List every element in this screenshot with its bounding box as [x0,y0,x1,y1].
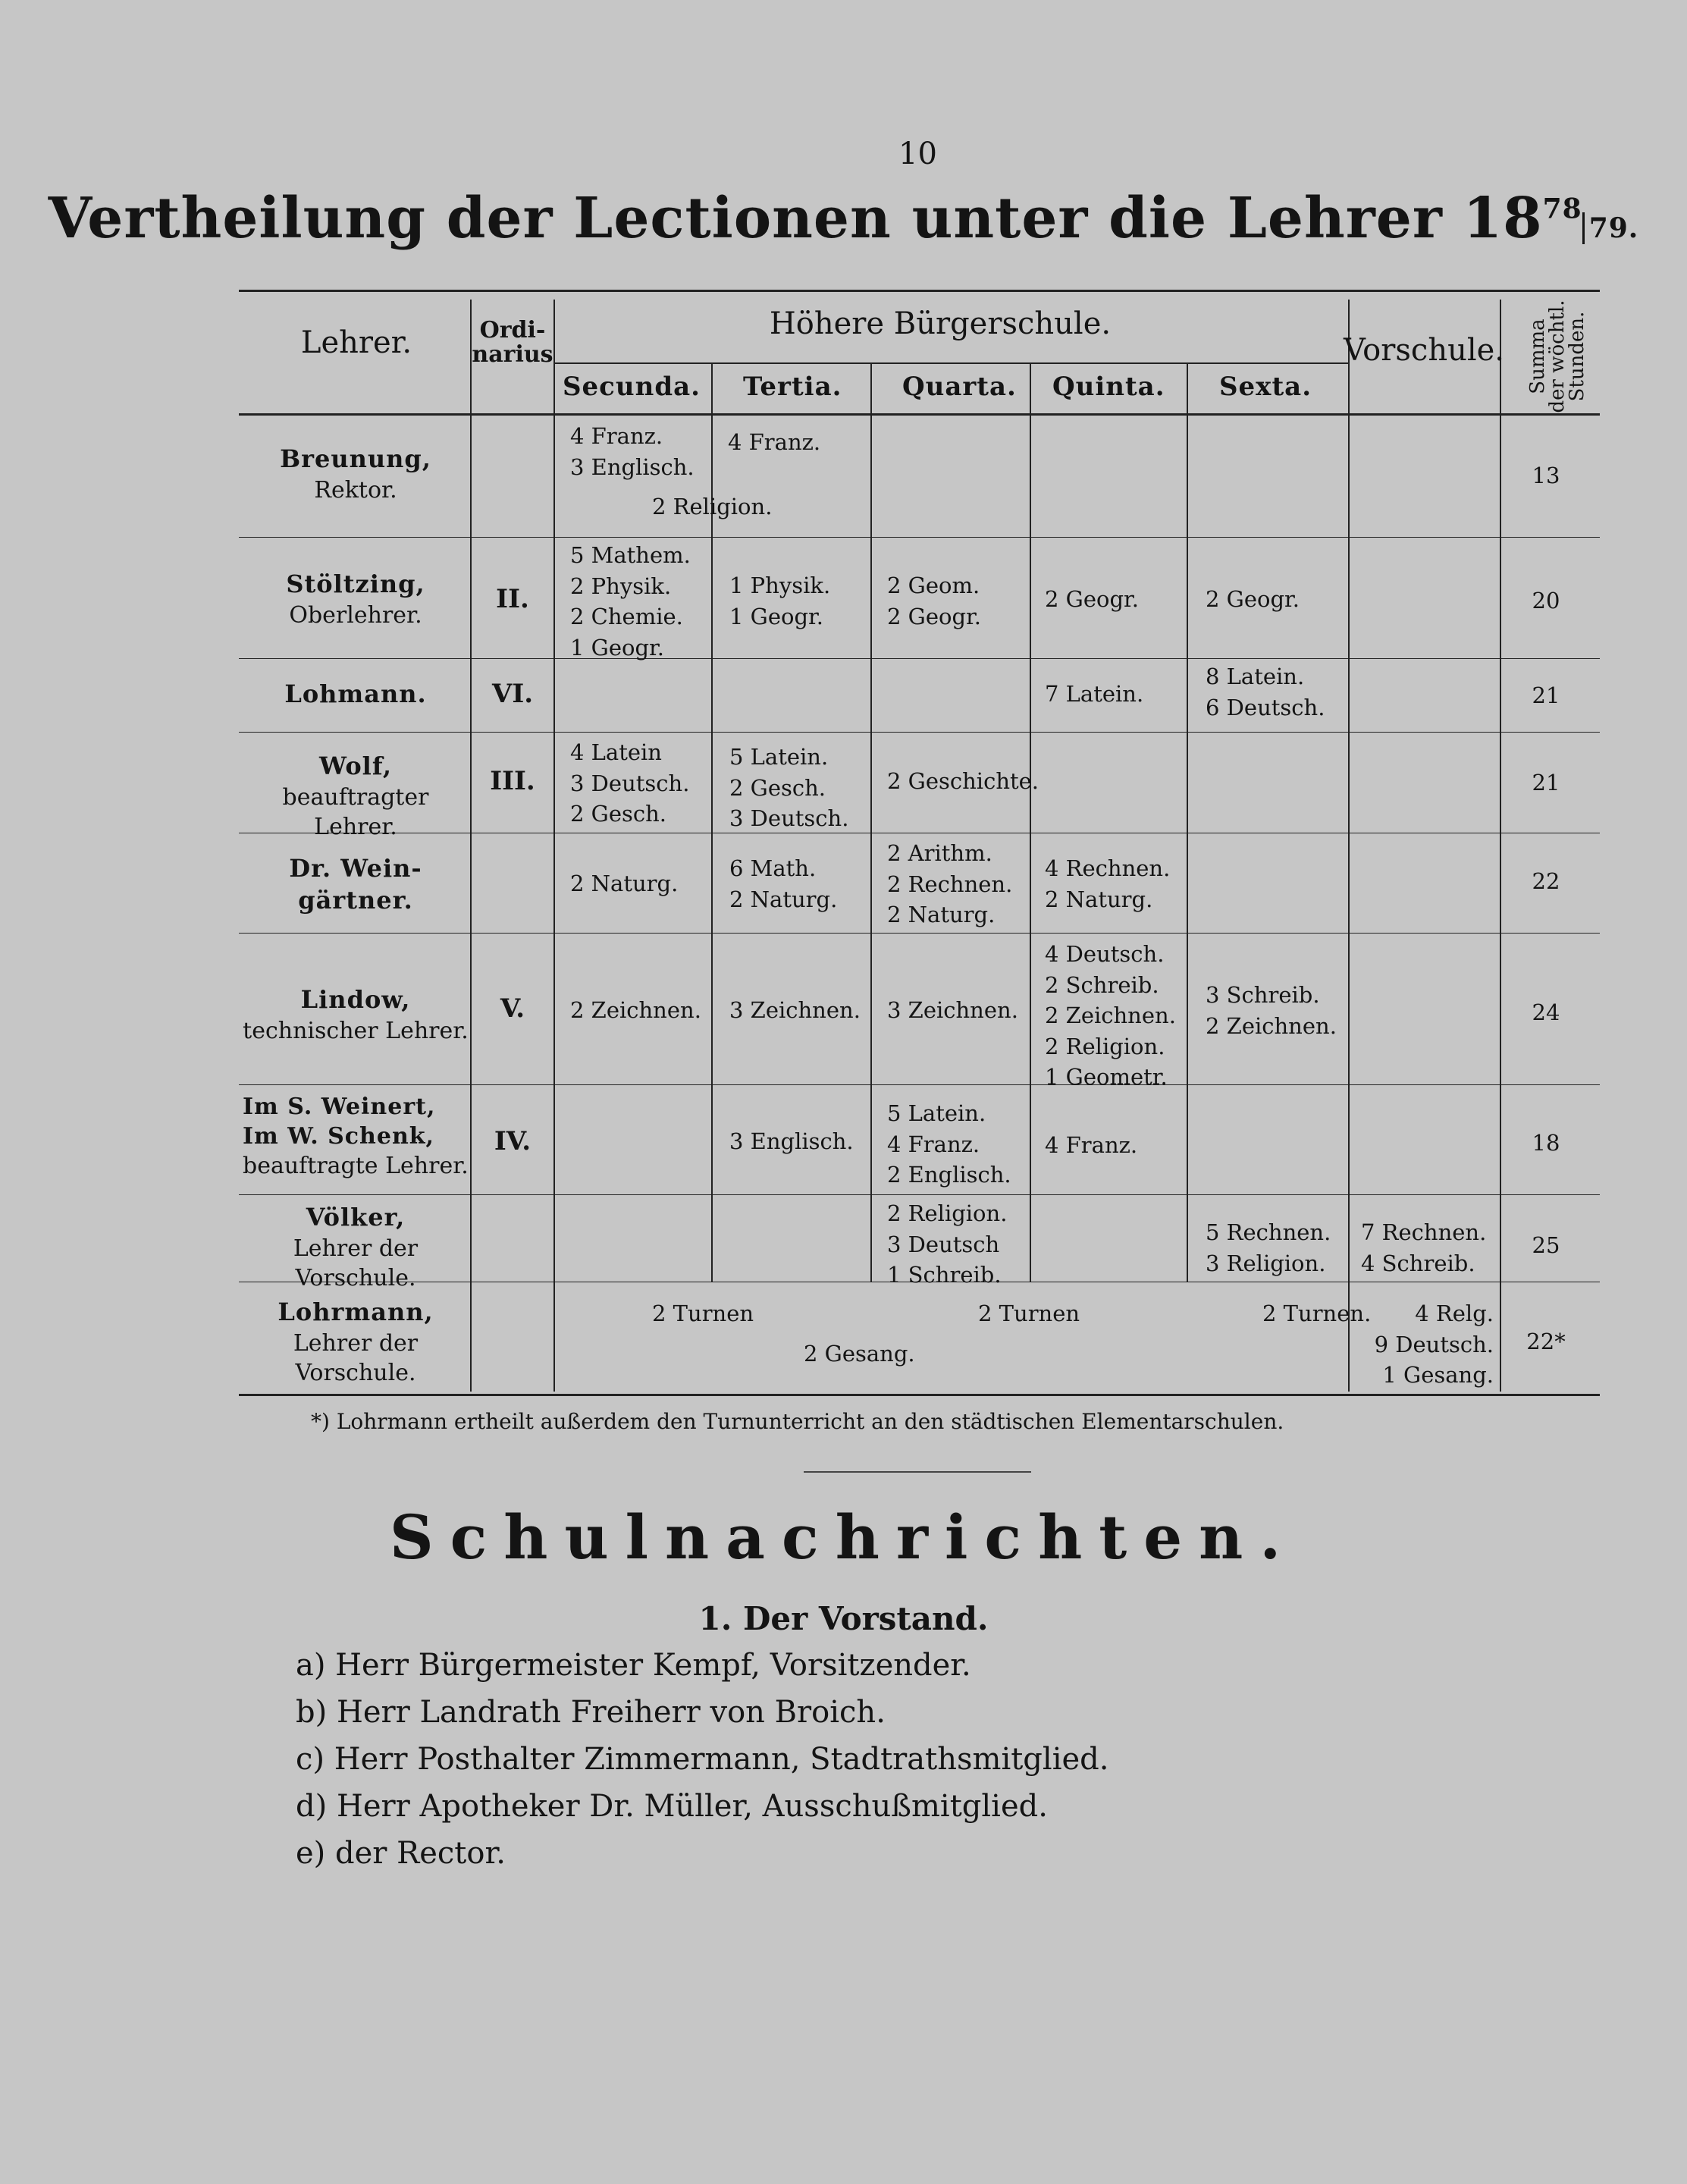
cell-secunda: 4 Franz. 3 Englisch. [570,423,695,480]
cell-ordinarius: IV. [494,1126,531,1156]
cell-quinta: 2 Geogr. [1045,586,1139,612]
cell-ordinarius: II. [496,584,529,614]
row-rule [239,658,1600,659]
teacher-name: Lohmann. [284,679,427,708]
cell-turnen: 2 Turnen. [1262,1301,1372,1326]
vline-sexta [1348,300,1350,1392]
header-sexta: Sexta. [1219,372,1312,402]
cell-sum: 22 [1532,868,1560,894]
cell-quarta: 3 Zeichnen. [887,997,1018,1023]
list-item [296,1783,1109,1830]
section-subtitle: 1. Der Vorstand. [698,1600,989,1637]
cell-vorschule: 7 Rechnen. 4 Schreib. [1361,1219,1487,1276]
cell-sum: 22* [1526,1329,1566,1354]
cell-sum: 25 [1532,1232,1560,1258]
vline-ordinarius [553,300,555,1392]
item-text: Herr Posthalter Zimmermann, Stadtrathsmitglied. [334,1742,1109,1777]
vline-quinta [1187,364,1188,1282]
vline-teacher [470,300,472,1392]
cell-gesang: 2 Gesang. [804,1341,915,1367]
teacher-cell [243,444,469,505]
teacher-role: Lehrer der Vorschule. [293,1235,419,1291]
teacher-name: Stöltzing, [286,570,425,598]
teacher-name: Im S. Weinert, Im W. Schenk, [243,1094,436,1150]
row-rule [239,1084,1600,1085]
list-item [296,1642,1109,1689]
table-header-rule [239,413,1600,416]
cell-ordinarius: VI. [491,679,534,709]
cell-tertia: 6 Math. 2 Naturg. [729,855,838,912]
cell-sum: 20 [1532,588,1560,613]
cell-secunda: 2 Naturg. [570,871,679,896]
title-main: Vertheilung der Lectionen unter die Lehrer 18 [48,186,1543,251]
header-teacher: Lehrer. [300,325,412,360]
teacher-name: Wolf, [318,752,393,780]
teacher-cell [243,751,469,842]
cell-tertia: 5 Latein. 2 Gesch. 3 Deutsch. [729,744,849,832]
table-bottom-rule [239,1394,1600,1396]
divider [804,1471,1031,1473]
teacher-cell [243,569,469,630]
cell-quinta: 4 Rechnen. 2 Naturg. [1045,855,1171,912]
cell-quarta: 2 Religion. 3 Deutsch 1 Schreib. [887,1200,1008,1288]
teacher-name: Dr. Wein- gärtner. [289,854,422,915]
list-item [296,1736,1109,1783]
teacher-name: Lohrmann, [278,1298,434,1326]
row-rule [239,537,1600,538]
item-label: d) [296,1789,328,1824]
cell-tertia: 1 Physik. 1 Geogr. [729,573,831,629]
teacher-cell [243,1202,469,1293]
item-label: e) [296,1836,326,1871]
teacher-role: beauftragte Lehrer. [243,1153,469,1179]
cell-sum: 21 [1532,682,1560,708]
header-sum: Summa der wöchtl. Stunden. [1526,300,1588,413]
header-group: Höhere Bürgerschule. [769,306,1112,341]
list-item [296,1830,1109,1877]
cell-ordinarius: V. [500,993,525,1024]
cell-quarta: 2 Arithm. 2 Rechnen. 2 Naturg. [887,840,1013,928]
cell-quarta: 5 Latein. 4 Franz. 2 Englisch. [887,1100,1011,1188]
page-title [0,186,1687,251]
item-label: b) [296,1695,328,1730]
group-header-rule [553,362,1350,364]
vline-quarta [1030,364,1031,1282]
teacher-role: Lehrer der Vorschule. [293,1329,419,1386]
cell-sexta: 3 Schreib. 2 Zeichnen. [1206,982,1337,1039]
list-item [296,1689,1109,1736]
cell-turnen: 2 Turnen [978,1301,1080,1326]
cell-sum: 24 [1532,999,1560,1025]
cell-quinta: 7 Latein. [1045,681,1144,707]
item-text: der Rector. [335,1836,506,1871]
row-rule [239,1194,1600,1195]
footnote: *) Lohrmann ertheilt außerdem den Turnunterricht an den städtischen Elementarschulen. [311,1409,1284,1434]
cell-sum: 13 [1532,463,1560,488]
cell-sexta: 8 Latein. 6 Deutsch. [1206,664,1325,720]
cell-turnen: 2 Turnen [652,1301,754,1326]
teacher-name: Breunung, [280,444,431,473]
section-title: Schulnachrichten. [389,1502,1298,1573]
cell-secunda: 2 Zeichnen. [570,997,701,1023]
teacher-name: Völker, [306,1203,406,1232]
vline-tertia [870,364,872,1282]
teacher-cell [243,984,469,1046]
row-rule [239,933,1600,934]
header-secunda: Secunda. [563,372,701,402]
teacher-name: Lindow, [300,985,411,1014]
teacher-role: Oberlehrer. [289,601,422,629]
cell-quarta: 2 Geom. 2 Geogr. [887,573,981,629]
cell-secunda: 4 Latein 3 Deutsch. 2 Gesch. [570,739,690,827]
title-year-sup: 78 [1542,193,1582,225]
cell-tertia: 4 Franz. [728,429,821,455]
page-number: 10 [898,136,937,171]
cell-quarta: 2 Geschichte. [887,768,1039,794]
cell-vorschule: 4 Relg. 9 Deutsch. 1 Gesang. [1374,1301,1494,1389]
item-text: Herr Bürgermeister Kempf, Vorsitzender. [335,1648,971,1683]
vline-vorschule [1500,300,1501,1392]
teacher-cell [243,1092,469,1181]
teacher-role: beauftragter Lehrer. [282,783,429,840]
header-quarta: Quarta. [902,372,1017,402]
header-vorschule: Vorschule. [1343,333,1505,368]
cell-span: 2 Religion. [652,494,773,519]
teacher-role: technischer Lehrer. [243,1017,469,1044]
item-label: a) [296,1648,326,1683]
table-top-rule [239,290,1600,292]
cell-sum: 18 [1532,1130,1560,1156]
cell-sexta: 2 Geogr. [1206,586,1300,612]
item-text: Herr Landrath Freiherr von Broich. [336,1695,886,1730]
teacher-cell [243,853,469,916]
board-list [296,1642,1109,1877]
cell-sum: 21 [1532,770,1560,795]
row-rule [239,732,1600,733]
vline-secunda-2 [711,796,713,1282]
item-text: Herr Apotheker Dr. Müller, Ausschußmitglied. [336,1789,1048,1824]
cell-quinta: 4 Franz. [1045,1132,1138,1158]
title-year-sub: 79. [1582,212,1639,244]
teacher-role: Rektor. [314,476,397,504]
teacher-cell [243,679,469,711]
cell-ordinarius: III. [490,766,535,796]
cell-sexta: 5 Rechnen. 3 Religion. [1206,1219,1331,1276]
header-tertia: Tertia. [743,372,842,402]
cell-tertia: 3 Zeichnen. [729,997,861,1023]
item-label: c) [296,1742,325,1777]
header-ordinarius: Ordi- narius [472,317,553,368]
cell-tertia: 3 Englisch. [729,1128,854,1154]
cell-quinta: 4 Deutsch. 2 Schreib. 2 Zeichnen. 2 Religion. 1 Geometr. [1045,941,1176,1090]
header-quinta: Quinta. [1052,372,1165,402]
teacher-cell [243,1297,469,1388]
cell-secunda: 5 Mathem. 2 Physik. 2 Chemie. 1 Geogr. [570,542,691,661]
